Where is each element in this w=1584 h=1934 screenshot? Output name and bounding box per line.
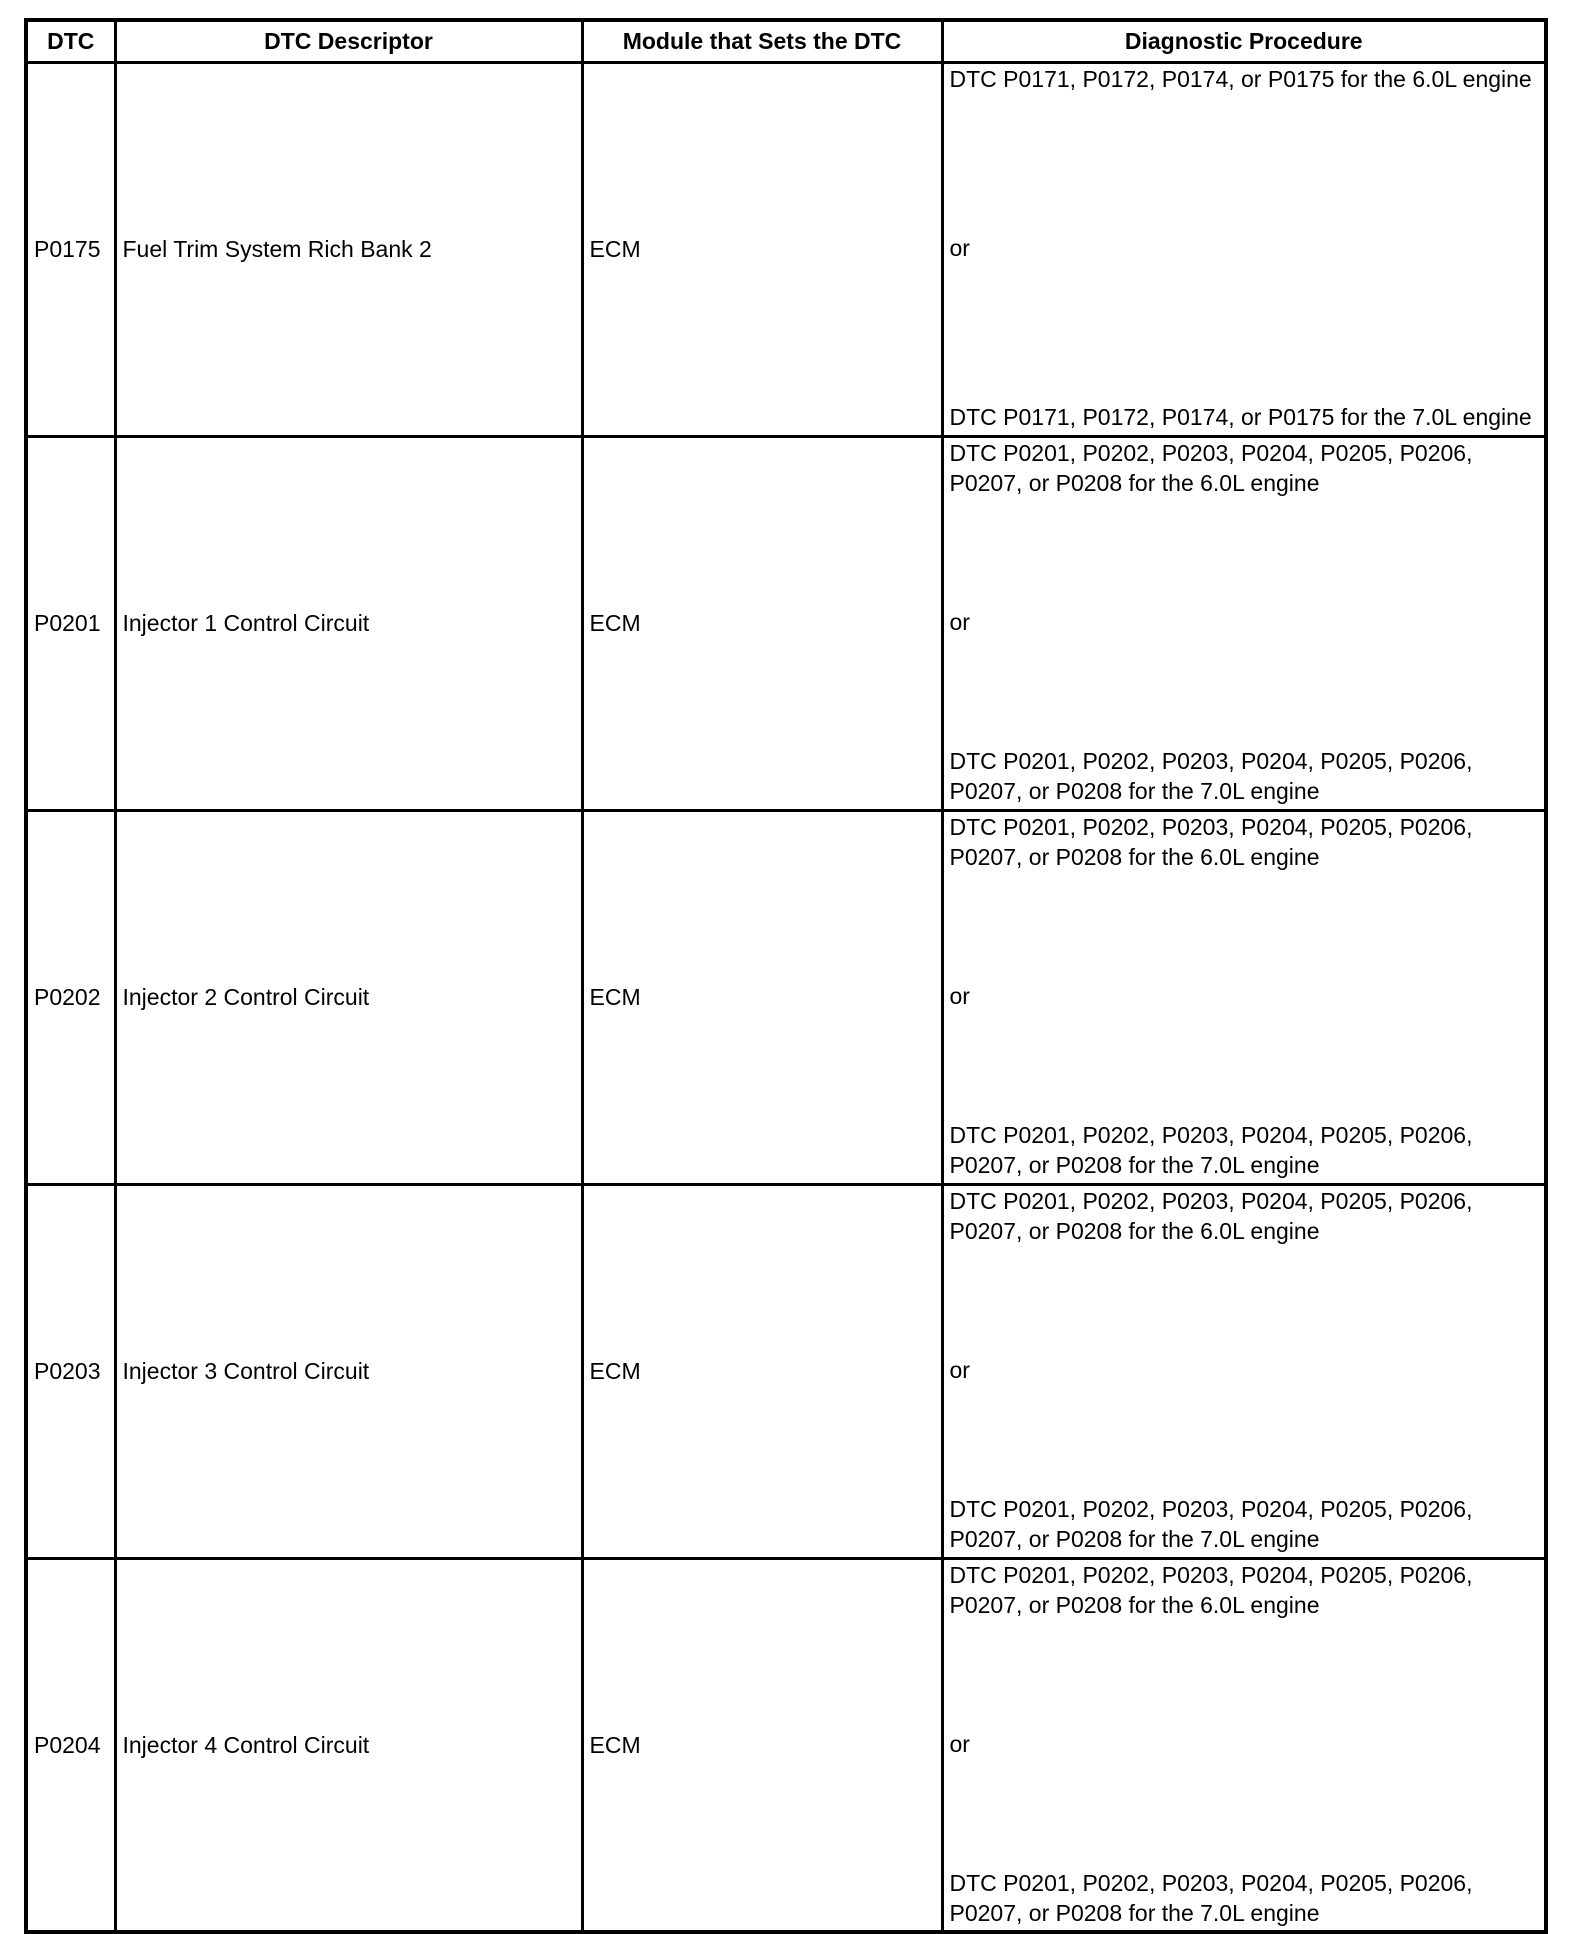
- dtc-descriptor: Injector 2 Control Circuit: [115, 810, 582, 1184]
- procedure-link-7-0l[interactable]: DTC P0171, P0172, P0174, or P0175 for the 7.0L engine: [949, 403, 1532, 430]
- dtc-code: P0203: [26, 1184, 115, 1558]
- dtc-code: P0202: [26, 810, 115, 1184]
- procedure-separator: or: [949, 608, 970, 635]
- procedure-separator: or: [949, 982, 970, 1009]
- table-row: [26, 1558, 1546, 1932]
- procedure-separator: or: [949, 234, 970, 261]
- dtc-module: ECM: [582, 1558, 942, 1932]
- dtc-code: P0201: [26, 436, 115, 810]
- diagnostic-procedure: [942, 436, 1546, 810]
- dtc-descriptor: Injector 4 Control Circuit: [115, 1558, 582, 1932]
- table-header-row: [26, 20, 1546, 62]
- dtc-code: P0175: [26, 62, 115, 436]
- procedure-link-6-0l[interactable]: DTC P0201, P0202, P0203, P0204, P0205, P0206, P0207, or P0208 for the 6.0L engine: [949, 1561, 1473, 1618]
- procedure-link-6-0l[interactable]: DTC P0201, P0202, P0203, P0204, P0205, P0206, P0207, or P0208 for the 6.0L engine: [949, 439, 1473, 496]
- table-row: [26, 436, 1546, 810]
- procedure-link-7-0l[interactable]: DTC P0201, P0202, P0203, P0204, P0205, P0206, P0207, or P0208 for the 7.0L engine: [949, 747, 1473, 804]
- dtc-descriptor: Fuel Trim System Rich Bank 2: [115, 62, 582, 436]
- procedure-link-6-0l[interactable]: DTC P0201, P0202, P0203, P0204, P0205, P0206, P0207, or P0208 for the 6.0L engine: [949, 1187, 1473, 1244]
- diagnostic-procedure: [942, 1558, 1546, 1932]
- dtc-module: ECM: [582, 62, 942, 436]
- diagnostic-procedure: [942, 810, 1546, 1184]
- procedure-link-7-0l[interactable]: DTC P0201, P0202, P0203, P0204, P0205, P0206, P0207, or P0208 for the 7.0L engine: [949, 1121, 1473, 1178]
- table-row: [26, 1184, 1546, 1558]
- dtc-module: ECM: [582, 436, 942, 810]
- diagnostic-procedure: [942, 62, 1546, 436]
- procedure-separator: or: [949, 1356, 970, 1383]
- dtc-descriptor: Injector 3 Control Circuit: [115, 1184, 582, 1558]
- header-dtc: DTC: [26, 20, 115, 62]
- header-module: Module that Sets the DTC: [582, 20, 942, 62]
- procedure-separator: or: [949, 1730, 970, 1757]
- table-row: [26, 62, 1546, 436]
- dtc-descriptor: Injector 1 Control Circuit: [115, 436, 582, 810]
- table-row: [26, 810, 1546, 1184]
- dtc-module: ECM: [582, 810, 942, 1184]
- dtc-table: [24, 18, 1548, 1934]
- procedure-link-6-0l[interactable]: DTC P0201, P0202, P0203, P0204, P0205, P0206, P0207, or P0208 for the 6.0L engine: [949, 813, 1473, 870]
- procedure-link-6-0l[interactable]: DTC P0171, P0172, P0174, or P0175 for the 6.0L engine: [949, 65, 1532, 92]
- header-procedure: Diagnostic Procedure: [942, 20, 1546, 62]
- diagnostic-procedure: [942, 1184, 1546, 1558]
- header-descriptor: DTC Descriptor: [115, 20, 582, 62]
- dtc-code: P0204: [26, 1558, 115, 1932]
- procedure-link-7-0l[interactable]: DTC P0201, P0202, P0203, P0204, P0205, P0206, P0207, or P0208 for the 7.0L engine: [949, 1869, 1473, 1926]
- dtc-module: ECM: [582, 1184, 942, 1558]
- procedure-link-7-0l[interactable]: DTC P0201, P0202, P0203, P0204, P0205, P0206, P0207, or P0208 for the 7.0L engine: [949, 1495, 1473, 1552]
